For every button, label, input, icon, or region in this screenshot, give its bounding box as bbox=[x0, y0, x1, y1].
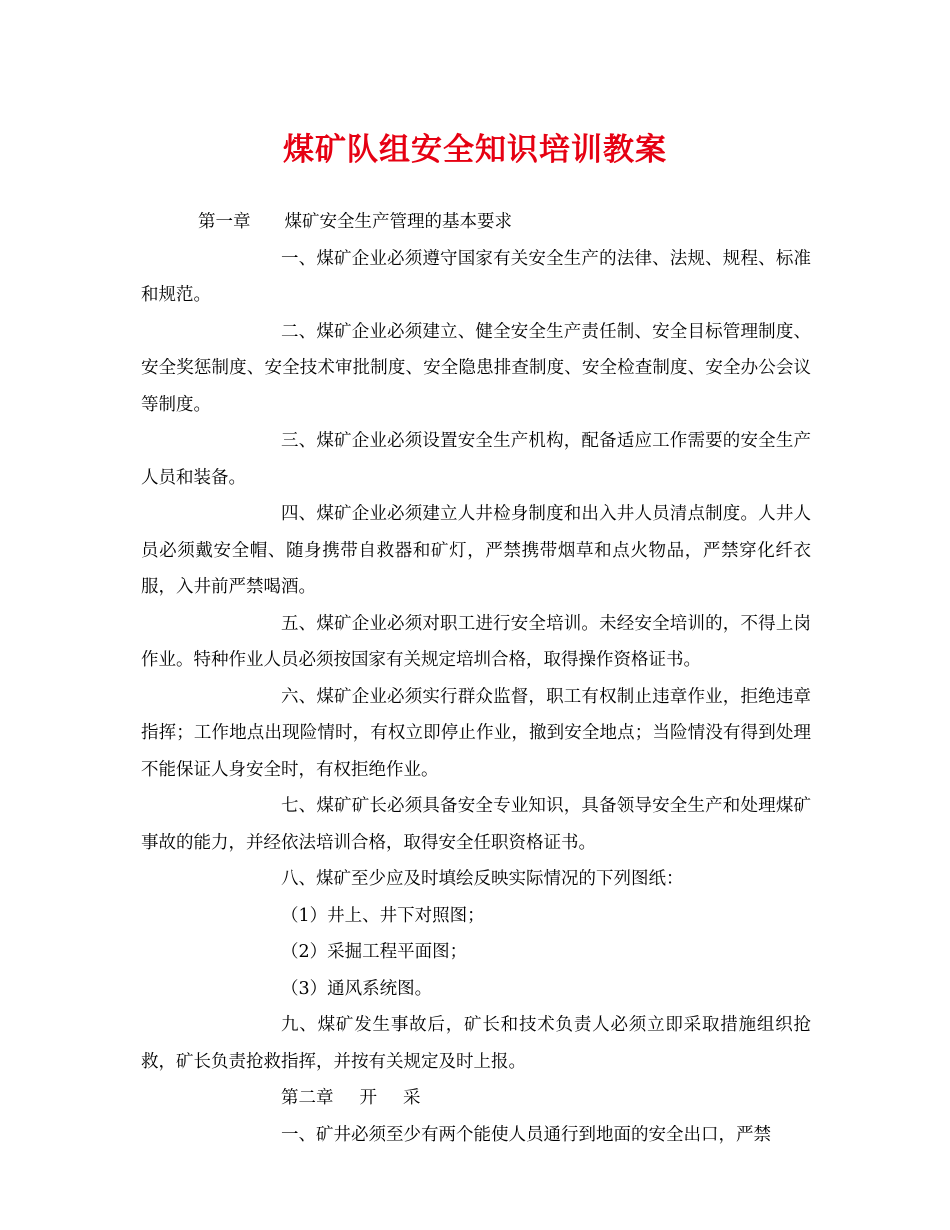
drawing-item-3: （3）通风系统图。 bbox=[281, 978, 433, 999]
chapter-2-word-1: 开 bbox=[359, 1088, 377, 1108]
chapter-1-number: 第一章 bbox=[198, 212, 251, 232]
chapter-2-word-2: 采 bbox=[403, 1088, 421, 1108]
paragraph-3: 三、煤矿企业必须设置安全生产机构，配备适应工作需要的安全生产人员和装备。 bbox=[141, 431, 811, 488]
document-body bbox=[141, 204, 811, 1153]
paragraph-7: 七、煤矿矿长必须具备安全专业知识，具备领导安全生产和处理煤矿事故的能力，并经依法培训合格，取得安全任职资格证书。 bbox=[141, 796, 811, 853]
paragraph-9: 九、煤矿发生事故后，矿长和技术负责人必须立即采取措施组织抢救，矿长负责抢救指挥，并按有关规定及时上报。 bbox=[141, 1015, 811, 1072]
paragraph-2: 二、煤矿企业必须建立、健全安全生产责任制、安全目标管理制度、安全奖惩制度、安全技术审批制度、安全隐患排查制度、安全检查制度、安全办公会议等制度。 bbox=[141, 321, 811, 415]
paragraph-4: 四、煤矿企业必须建立人井检身制度和出入井人员清点制度。人井人员必须戴安全帽、随身携带自救器和矿灯，严禁携带烟草和点火物品，严禁穿化纤衣服，入井前严禁喝酒。 bbox=[141, 504, 811, 597]
chapter-2-paragraph-1: 一、矿井必须至少有两个能使人员通行到地面的安全出口，严禁 bbox=[281, 1124, 771, 1145]
paragraph-5: 五、煤矿企业必须对职工进行安全培训。未经安全培训的，不得上岗作业。特种作业人员必须按国家有关规定培圳合格，取得操作资格证书。 bbox=[141, 613, 811, 670]
paragraph-1: 一、煤矿企业必须遵守国家有关安全生产的法律、法规、规程、标准和规范。 bbox=[141, 248, 811, 305]
paragraph-8: 八、煤矿至少应及时填绘反映实际情况的下列图纸： bbox=[281, 869, 684, 889]
chapter-1-title: 煤矿安全生产管理的基本要求 bbox=[284, 212, 512, 232]
chapter-2-number: 第二章 bbox=[281, 1088, 334, 1108]
chapter-2-heading bbox=[141, 1080, 811, 1117]
document-title: 煤矿队组安全知识培训教案 bbox=[283, 132, 667, 168]
drawing-item-1: （1）井上、井下对照图； bbox=[281, 905, 485, 926]
drawing-item-2: （2）采掘工程平面图； bbox=[281, 942, 468, 962]
chapter-1-heading bbox=[141, 204, 811, 241]
paragraph-6: 六、煤矿企业必须实行群众监督，职工有权制止违章作业，拒绝违章指挥；工作地点出现险情时，有权立即停止作业，撤到安全地点；当险情没有得到处理不能保证人身安全时，有权拒绝作业。 bbox=[141, 686, 811, 780]
